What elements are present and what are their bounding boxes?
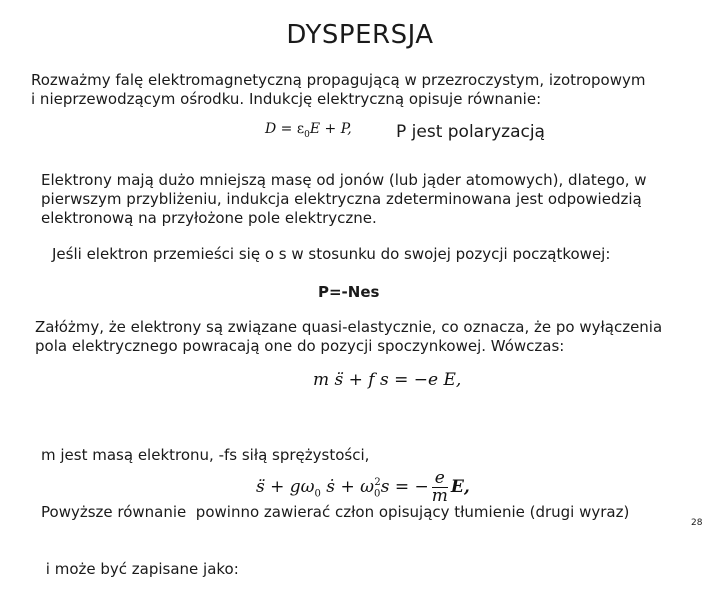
eq1-lhs: D xyxy=(265,121,277,137)
eq1-rhs: E + P, xyxy=(309,121,352,137)
electrons-paragraph xyxy=(41,171,681,228)
electrons-line-2: pierwszym przybliżeniu, indukcja elektryczna zdeterminowana jest odpowiedzią xyxy=(41,190,642,208)
equation-damped-motion xyxy=(256,470,470,505)
assume-line-1: Załóżmy, że elektrony są związane quasi-elastycznie, co oznacza, że po wyłączenia xyxy=(35,318,663,336)
eq3-sup-2: 2 xyxy=(374,477,381,489)
displacement-sentence: Jeśli elektron przemieści się o s w stosunku do swojej pozycji początkowej: xyxy=(52,245,611,263)
mass-note-line-1: m jest masą elektronu, -fs siłą sprężystości, xyxy=(41,446,370,464)
assume-line-2: pola elektrycznego powracają one do pozycji spoczynkowej. Wówczas: xyxy=(35,337,565,355)
intro-line-2: i nieprzewodzącym ośrodku. Indukcję elektryczną opisuje równanie: xyxy=(31,90,542,108)
eq3-part-3: s = − xyxy=(380,477,429,497)
assumption-paragraph xyxy=(35,318,715,356)
eq1-eq-eps: = ε xyxy=(276,121,305,137)
page-title: DYSPERSJA xyxy=(286,20,434,50)
eq3-fraction xyxy=(432,470,448,505)
polarization-note: P jest polaryzacją xyxy=(396,122,545,142)
eq3-frac-num: e xyxy=(432,470,448,488)
electrons-line-3: elektronową na przyłożone pole elektryczne. xyxy=(41,209,377,227)
mass-note-line-2: Powyższe równanie powinno zawierać człon opisujący tłumienie (drugi wyraz) xyxy=(41,503,630,521)
eq3-part-2: ṡ + ω xyxy=(320,477,374,497)
mass-note-line-3: i może być zapisane jako: xyxy=(41,560,239,578)
equation-displacement-field xyxy=(265,121,352,140)
eq3-sub-1: 0 xyxy=(314,488,321,500)
page-number: 28 xyxy=(691,518,703,528)
eq3-part-4: E, xyxy=(450,477,470,497)
eq3-sub-2: 0 xyxy=(373,488,381,500)
eq3-part-1: s̈ + gω xyxy=(256,477,315,497)
formula-polarization: P=-Nes xyxy=(318,283,380,301)
intro-line-1: Rozważmy falę elektromagnetyczną propagującą w przezroczystym, izotropowym xyxy=(31,71,646,89)
eq3-frac-den: m xyxy=(431,486,448,506)
intro-paragraph xyxy=(31,71,691,109)
electrons-line-1: Elektrony mają dużo mniejszą masę od jonów (lub jąder atomowych), dlatego, w xyxy=(41,171,647,189)
equation-motion: m s̈ + f s = −e E, xyxy=(313,370,462,390)
eq1-sub: 0 xyxy=(304,129,310,140)
